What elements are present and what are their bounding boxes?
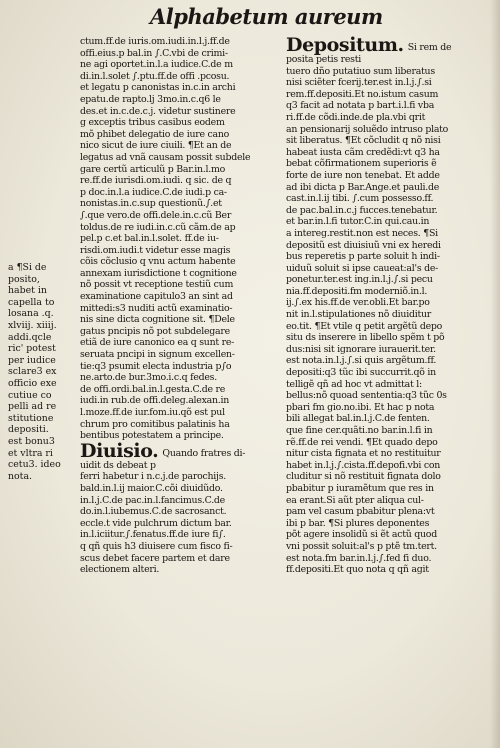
text-line: pelli ad re: [8, 401, 57, 413]
rubric-continuation: Si rem de: [407, 42, 452, 54]
text-line: des.et in.c.de.c.j. videtur sustinere: [80, 105, 236, 117]
text-line: stitutione: [8, 412, 54, 424]
text-line: bus reperetis p parte soluit h indi-: [286, 251, 440, 263]
text-line: et legatu p canonistas in.c.in archi: [80, 82, 236, 94]
text-line: cutiue co: [8, 389, 52, 401]
rubric-depositum: [286, 36, 491, 54]
text-line: iudi.in rub.de offi.deleg.alexan.in: [80, 395, 230, 407]
text-line: etiã de iure canonico ea q sunt re-: [80, 337, 235, 349]
page-edge-shadow: [490, 0, 500, 748]
text-line: nonistas.in.c.sup questionũ.∫.et: [80, 198, 222, 210]
text-line: eccle.t vide pulchrum dictum bar.: [80, 517, 232, 529]
text-line: mõ phibet delegatio de iure cano: [80, 128, 230, 140]
text-line: capella to: [8, 296, 55, 308]
text-line: nota.: [8, 470, 33, 482]
text-line: habet in.l.j.∫.cista.ff.depofi.vbi con: [286, 459, 441, 471]
text-line: a ¶Si de: [8, 262, 47, 273]
text-line: annexam iurisdictione t cognitione: [80, 267, 237, 279]
text-line: cast.in.l.ij tibi. ∫.cum possesso.ff.: [286, 193, 434, 205]
text-line: põt agere insolidũ si ẽt actũ quod: [286, 529, 437, 541]
text-line: per iudice: [8, 354, 56, 366]
text-line: epatu.de rapto.lj 3mo.in.c.q6 le: [80, 93, 221, 105]
text-line: ij.∫.ex his.ff.de ver.obli.Et bar.po: [286, 297, 430, 309]
text-line: uidit ds debeat p: [80, 459, 156, 471]
text-line: vni possit soluit:al's p ptẽ tm.tert.: [286, 540, 437, 552]
text-line: risdi.om.iudi.t videtur esse magis: [80, 244, 231, 256]
text-line: di.in.l.solet ∫.ptu.ff.de offi .pcosu.: [80, 70, 230, 82]
text-line: ponetur.ter.est ing.in.l.j.∫.si pecu: [286, 274, 433, 286]
text-line: ne agi oportet.in.l.a iudice.C.de m: [80, 59, 233, 71]
left-column: [80, 36, 285, 576]
text-line: eo.tit. ¶Et vtile q petit argẽtũ depo: [286, 320, 443, 332]
text-line: ne.arto.de bur.3mo.i.c.q fedes.: [80, 372, 217, 384]
text-line: cetu3. ideo: [8, 459, 61, 471]
text-line: cluditur si nõ restituit fignata dolo: [286, 471, 441, 483]
text-line: bentibus potestatem a principe.: [80, 430, 224, 442]
text-line: ibi p bar. ¶Si plures deponentes: [286, 517, 430, 529]
text-line: rẽ.ff.de rei vendi. ¶Et quado depo: [286, 436, 438, 448]
text-line: ad ibi dicta p Bar.Ange.et pauli.de: [286, 181, 440, 193]
text-line: ff.depositi.Et quo nota q qñ agit: [286, 564, 429, 576]
text-line: in.l.j.C.de pac.in.l.fancimus.C.de: [80, 494, 225, 506]
text-line: de offi.ordi.bal.in.l.gesta.C.de re: [80, 383, 226, 395]
text-line: ∫.que vero.de offi.dele.in.c.cũ Ber: [80, 209, 232, 221]
text-line: tie:q3 psumit electa industria p∫o: [80, 360, 232, 372]
text-line: de pac.bal.in.c.j fucces.tenebatur.: [286, 204, 438, 216]
text-line: nis sine dicta cognitione sit. ¶Dele: [80, 314, 235, 326]
text-line: q3 facit ad notata p bart.i.l.fi vba: [286, 100, 435, 112]
text-line: est bonu3: [8, 435, 55, 447]
text-line: depositũ est diuisiuũ vni ex heredi: [286, 239, 441, 251]
text-line: est nota.in.l.j.∫.si quis argẽtum.ff.: [286, 355, 437, 367]
marginal-note: [8, 262, 72, 482]
text-line: ri.ff.de cõdi.inde.de pla.vbi qrit: [286, 111, 426, 123]
text-line: an pensionarij soluẽdo intruso plato: [286, 123, 449, 135]
text-line: gatus pncipis nõ pot subdelegare: [80, 325, 230, 337]
text-line: losana .q.: [8, 308, 54, 320]
text-line: ric' potest: [8, 343, 56, 355]
text-line: depositi:q3 tũc ibi succurrit.qõ in: [286, 367, 436, 379]
text-line: a intereg.restit.non est neces. ¶Si: [286, 227, 438, 239]
text-line: nia.ff.depositi.fm moderniõ.in.l.: [286, 285, 428, 297]
text-line: nit in.l.stipulationes nõ diuiditur: [286, 309, 432, 321]
text-line: examinatione capitulo3 an sint ad: [80, 291, 233, 303]
text-line: pam vel casum pbabitur plena:vt: [286, 506, 435, 518]
text-line: officio exe: [8, 377, 57, 389]
text-line: depositi.: [8, 424, 49, 436]
text-line: scus debet facere partem et dare: [80, 552, 230, 564]
text-line: habeat iusta cãm credẽdi:vt q3 ha: [286, 146, 440, 158]
text-line: nisi sciẽter fcerij.ter.est in.l.j.∫.si: [286, 77, 432, 89]
text-line: gare certũ articulũ p Bar.in.l.mo: [80, 163, 225, 175]
text-line: posito,: [8, 273, 40, 285]
text-line: ea erant.Si aũt pter aliqua cul-: [286, 494, 424, 506]
text-line: in.l.iciitur.∫.fenatus.ff.de iure fi∫.: [80, 529, 226, 541]
text-line: posita petis resti: [286, 54, 362, 65]
text-line: nico sicut de iure ciuili. ¶Et an de: [80, 140, 232, 152]
rubric-continuation: Quando fratres di-: [162, 448, 246, 460]
text-line: situ ds inserere in libello spẽm t põ: [286, 332, 445, 344]
text-line: pel.p c.et bal.in.l.solet. ff.de iu-: [80, 233, 219, 245]
right-column: [286, 36, 491, 576]
text-line: bald.in.l.ij maior.C.cõi diuidũdo.: [80, 482, 223, 494]
text-line: p doc.in.l.a iudice.C.de iudi.p ca-: [80, 186, 227, 198]
text-line: xlviij. xiiij.: [8, 319, 57, 331]
text-line: offi.eius.p bal.in ∫.C.vbi de crimi-: [80, 47, 228, 59]
text-line: l.moze.ff.de iur.fom.iu.qõ est pul: [80, 407, 225, 418]
text-line: sit liberatus. ¶Et cõcludit q nõ nisi: [286, 135, 441, 147]
text-line: mittedi:s3 nuditi actũ examinatio-: [80, 302, 233, 314]
text-line: telligẽ qñ ad hoc vt admittat l:: [286, 378, 422, 390]
text-line: q qñ quis h3 diuisere cum fisco fi-: [80, 540, 233, 552]
text-line: g exceptis tribus casibus eodem: [80, 117, 225, 129]
text-line: bellus:nõ quoad sententia:q3 tũc 0s: [286, 390, 447, 402]
text-line: est nota.fm bar.in.l.j.∫.fed fi duo.: [286, 552, 432, 564]
text-line: rem.ff.depositi.Et no.istum casum: [286, 88, 439, 100]
text-line: et vltra ri: [8, 447, 53, 459]
text-line: toldus.de re iudi.in.c.cũ cãm.de ap: [80, 221, 236, 233]
text-line: nitur cista fignata et no restituitur: [286, 448, 441, 460]
text-line: pbabitur p iuramẽtum que res in: [286, 482, 434, 494]
text-line: bebat cõfirmationem superioris ẽ: [286, 158, 437, 170]
text-line: legatus ad vnã causam possit subdele: [80, 151, 251, 163]
text-line: et bar.in.l.fi tutor.C.in qui.cau.in: [286, 216, 430, 228]
rubric-heading: Diuisio.: [80, 439, 159, 462]
text-line: cõis cõclusio q vnu actum habente: [80, 256, 236, 268]
running-header: Alphabetum aureum: [150, 4, 383, 29]
text-line: seruata pncipi in signum excellen-: [80, 349, 235, 361]
text-line: electionem alteri.: [80, 564, 160, 576]
text-line: do.in.l.iubemus.C.de sacrosanct.: [80, 506, 227, 518]
text-line: ferri habetur i n.c.j.de parochijs.: [80, 471, 226, 483]
text-line: pbari fm gio.no.ibi. Et hac p nota: [286, 401, 435, 413]
rubric-heading: Depositum.: [286, 34, 404, 56]
rubric-diuisio: [80, 439, 285, 462]
text-line: dus:nisi sit ignorare iurauerit.ter.: [286, 343, 436, 355]
text-line: bili allegat bal.in.l.j.C.de fenten.: [286, 413, 430, 425]
text-line: habet in: [8, 285, 47, 297]
text-line: tuero dño putatiuo sum liberatus: [286, 65, 435, 77]
text-line: re.ff.de iurisdi.om.iudi. q sic. de q: [80, 175, 232, 187]
text-line: nõ possit vt receptione testiũ cum: [80, 279, 234, 291]
text-line: chrum pro comitibus palatinis ha: [80, 418, 230, 430]
text-line: addi.qcle: [8, 331, 52, 343]
text-line: forte de iure non tenebat. Et adde: [286, 169, 440, 181]
text-line: ctum.ff.de iuris.om.iudi.in.l.j.ff.de: [80, 36, 230, 47]
text-line: que fine cer.quãti.no bar.in.l.fi in: [286, 425, 433, 436]
text-line: uiduũ soluit si ipse caueat:al's de-: [286, 262, 439, 274]
text-line: sclare3 ex: [8, 366, 57, 378]
